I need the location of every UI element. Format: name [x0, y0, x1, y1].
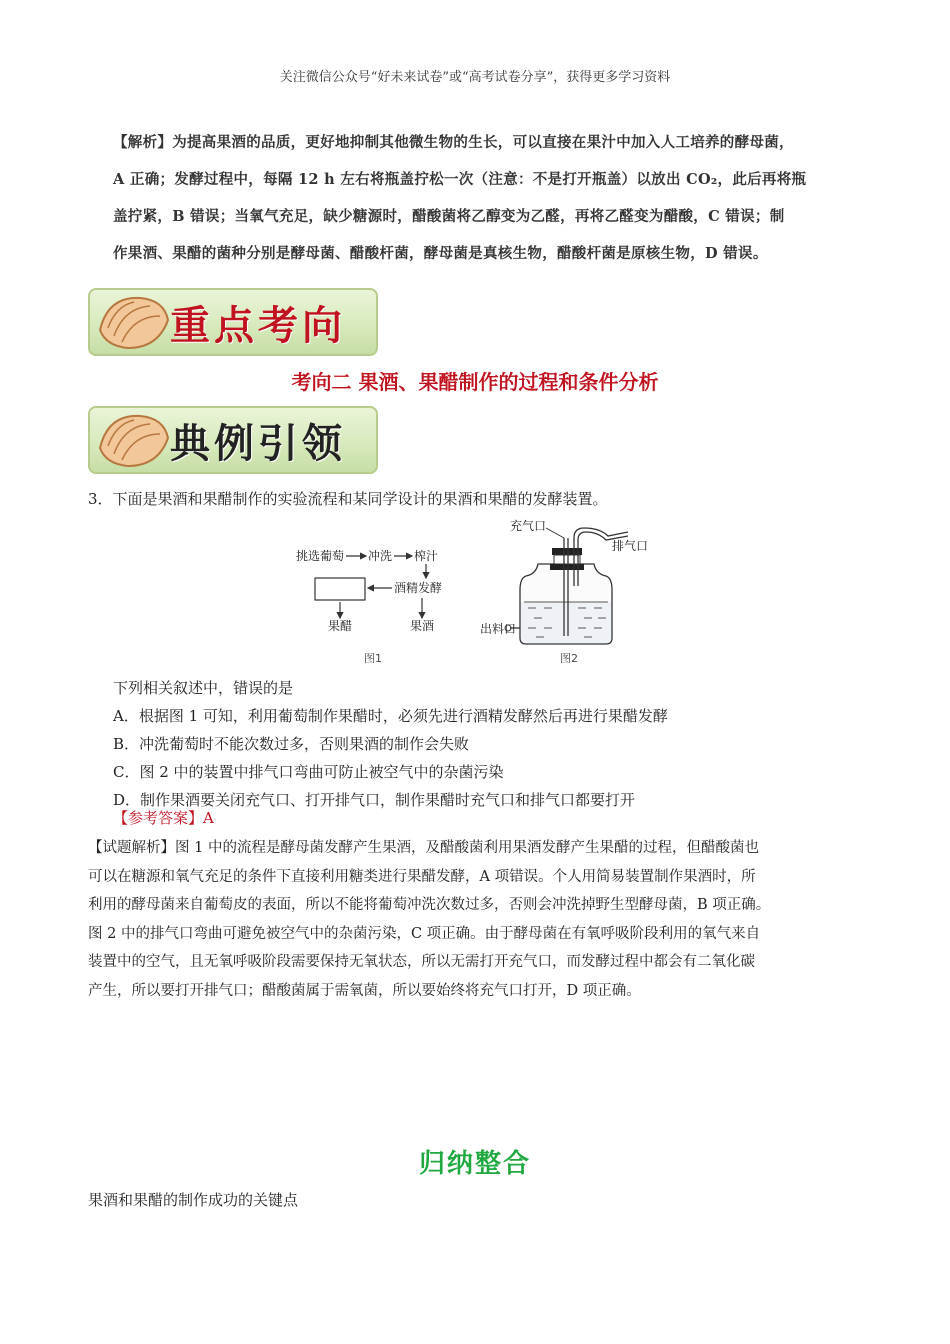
analysis2-line: 产生，所以要打开排气口；醋酸菌属于需氧菌，所以要始终将充气口打开，D 项正确。 — [88, 982, 641, 999]
flow-output-wine: 果酒 — [410, 619, 435, 633]
analysis2-line: 装置中的空气，且无氧呼吸阶段需要保持无氧状态，所以无需打开充气口，而发酵过程中都会有二氧化碳 — [88, 954, 755, 970]
conch-shell-icon — [94, 408, 174, 472]
leader-line — [546, 528, 564, 538]
analysis2-line: 【试题解析】图 1 中的流程是酵母菌发酵产生果酒，及醋酸菌利用果酒发酵产生果醋的过程，但醋酸菌也 — [88, 840, 759, 856]
label-outlet: 出料口 — [480, 622, 517, 636]
summary-subtitle: 果酒和果醋的制作成功的关键点 — [88, 1191, 299, 1209]
stopper — [554, 555, 580, 564]
reference-answer: 【参考答案】A — [113, 809, 214, 827]
banner-key-direction — [88, 288, 378, 356]
flow-step-juice: 榨汁 — [414, 549, 439, 563]
analysis2-line: 图 2 中的排气口弯曲可避免被空气中的杂菌污染，C 项正确。由于酵母菌在有氧呼吸阶段利用的氧气来自 — [88, 925, 761, 942]
label-inlet: 充气口 — [510, 519, 547, 533]
flow-step-select: 挑选葡萄 — [296, 549, 345, 563]
section-title: 考向二 果酒、果醋制作的过程和条件分析 — [291, 370, 659, 394]
flow-step-wash: 冲洗 — [368, 549, 393, 563]
analysis2-line: 利用的酵母菌来自葡萄皮的表面，所以不能将葡萄冲洗次数过多，否则会冲洗掉野生型酵母菌，B 项正确。 — [88, 897, 771, 913]
analysis1-line: 【解析】为提高果酒的品质，更好地抑制其他微生物的生长，可以直接在果汁中加入人工培养的酵母菌， — [113, 134, 794, 151]
conch-shell-icon — [94, 290, 174, 354]
option-a: A．根据图 1 可知，利用葡萄制作果醋时，必须先进行酒精发酵然后再进行果醋发酵 — [113, 707, 668, 725]
question-prompt: 下列相关叙述中，错误的是 — [113, 679, 294, 697]
analysis1-line: 作果酒、果醋的菌种分别是酵母菌、醋酸杆菌，酵母菌是真核生物，醋酸杆菌是原核生物，D 错误。 — [113, 245, 768, 262]
analysis2-line: 可以在糖源和氧气充足的条件下直接利用糖类进行果醋发酵，A 项错误。个人用简易装置制作果酒时，所 — [88, 868, 756, 885]
analysis1-line: A 正确；发酵过程中，每隔 12 h 左右将瓶盖拧松一次（注意：不是打开瓶盖）以放出 CO₂，此后再将瓶 — [113, 171, 807, 188]
option-b: B．冲洗葡萄时不能次数过多，否则果酒的制作会失败 — [113, 735, 470, 753]
analysis-block-1 — [113, 124, 873, 272]
banner-label: 重点考向 — [170, 303, 346, 349]
figure1-caption: 图1 — [364, 652, 382, 665]
analysis1-line: 盖拧紧，B 错误；当氧气充足，缺少糖源时，醋酸菌将乙醇变为乙醛，再将乙醛变为醋酸，C 错误；制 — [113, 208, 785, 225]
summary-title: 归纳整合 — [418, 1149, 531, 1179]
flow-output-vinegar: 果醋 — [328, 619, 353, 633]
analysis-block-2 — [88, 834, 878, 1005]
option-c: C．图 2 中的装置中排气口弯曲可防止被空气中的杂菌污染 — [113, 763, 504, 781]
question-stem: 3．下面是果酒和果醋制作的实验流程和某同学设计的果酒和果醋的发酵装置。 — [88, 490, 608, 508]
option-d: D．制作果酒要关闭充气口、打开排气口，制作果醋时充气口和排气口都要打开 — [113, 791, 636, 809]
header-note: 关注微信公众号“好未来试卷”或“高考试卷分享”，获得更多学习资料 — [279, 70, 671, 85]
experiment-figures — [288, 516, 668, 671]
label-exhaust: 排气口 — [612, 539, 649, 553]
banner-label: 典例引领 — [170, 420, 346, 467]
question-options — [113, 674, 668, 814]
stopper-band — [550, 564, 584, 570]
banner-typical-example — [88, 406, 378, 474]
flow-step-ferment: 酒精发酵 — [394, 581, 443, 595]
figure2-caption: 图2 — [560, 652, 578, 665]
flow-blank-box — [315, 578, 365, 600]
